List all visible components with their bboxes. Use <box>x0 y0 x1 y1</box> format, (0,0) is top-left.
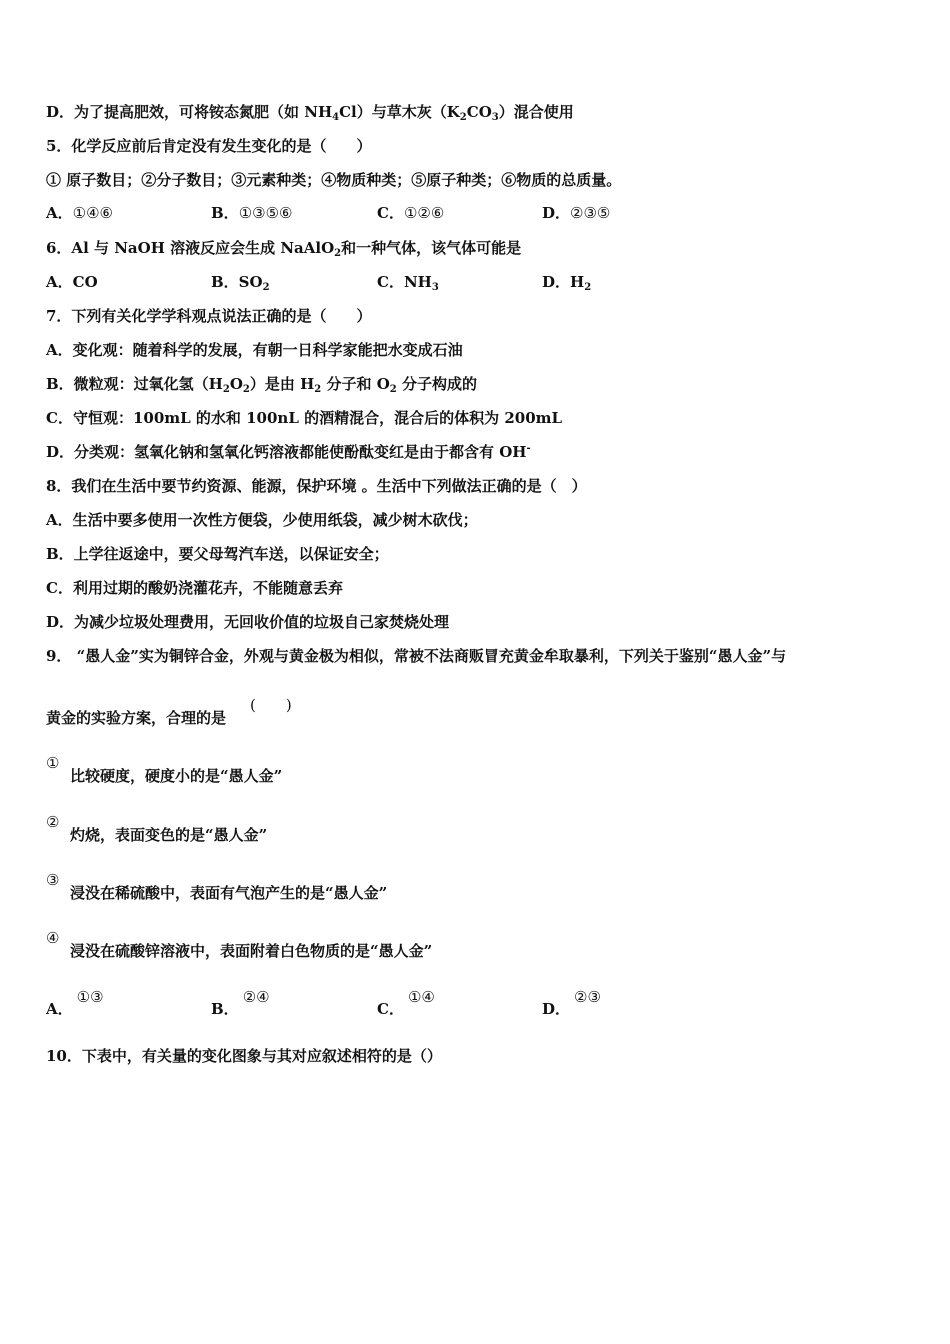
option-label: D． <box>542 204 571 222</box>
q6-stem-text: 和一种气体，该气体可能是 <box>341 239 522 257</box>
subscript: 2 <box>584 282 592 293</box>
q8-option-a[interactable]: A．生活中要多使用一次性方便袋，少使用纸袋，减少树木砍伐； <box>46 511 478 529</box>
q5-option-b[interactable] <box>211 203 292 223</box>
option-text: D．H <box>542 273 585 291</box>
q6-option-d[interactable] <box>542 272 591 292</box>
q4-d-text: CO <box>466 103 492 121</box>
option-text: 分子和 O <box>321 375 390 393</box>
q9-answer-paren: ( ) <box>250 696 292 714</box>
subscript: 2 <box>262 282 270 293</box>
q7-option-a[interactable]: A．变化观：随着科学的发展，有朝一日科学家能把水变成石油 <box>46 341 463 359</box>
q9-statement-3: 浸没在稀硫酸中，表面有气泡产生的是“愚人金” <box>70 884 388 902</box>
q9-statement-1: 比较硬度，硬度小的是“愚人金” <box>70 767 283 785</box>
q8-stem: 8．我们在生活中要节约资源、能源，保护环境 。生活中下列做法正确的是（ ） <box>46 477 587 495</box>
superscript: - <box>526 443 531 454</box>
option-label: B． <box>211 1000 239 1018</box>
q9-marker-4: ④ <box>46 929 60 947</box>
option-label: A． <box>46 1000 73 1018</box>
q6-option-c[interactable] <box>377 272 439 292</box>
option-text: D．分类观：氢氧化钠和氢氧化钙溶液都能使酚酞变红是由于都含有 OH <box>46 443 527 461</box>
option-value: ①④ <box>407 988 435 1006</box>
q8-option-b[interactable]: B．上学往返途中，要父母驾汽车送，以保证安全； <box>46 545 389 563</box>
option-text: O <box>229 375 243 393</box>
q7-option-d[interactable] <box>46 442 531 462</box>
q7-stem: 7．下列有关化学学科观点说法正确的是（ ） <box>46 307 372 325</box>
option-text: B．SO <box>211 273 263 291</box>
option-text: C．NH <box>377 273 432 291</box>
option-text: 分子构成的 <box>396 375 477 393</box>
option-value: ①③⑤⑥ <box>238 204 293 222</box>
q8-option-c[interactable]: C．利用过期的酸奶浇灌花卉，不能随意丢弃 <box>46 579 343 597</box>
q5-option-d[interactable] <box>542 203 610 223</box>
q5-stem: 5．化学反应前后肯定没有发生变化的是（ ） <box>46 137 372 155</box>
q10-stem: 10．下表中，有关量的变化图象与其对应叙述相符的是（） <box>46 1047 442 1065</box>
subscript: 2 <box>314 384 322 395</box>
q9-statement-4: 浸没在硫酸锌溶液中，表面附着白色物质的是“愚人金” <box>70 942 433 960</box>
subscript: 2 <box>242 384 250 395</box>
option-label: D． <box>542 1000 571 1018</box>
subscript: 2 <box>222 384 230 395</box>
q9-option-c[interactable] <box>377 988 435 1019</box>
q9-marker-3: ③ <box>46 871 60 889</box>
q6-stem <box>46 238 521 258</box>
subscript: 3 <box>491 112 499 123</box>
subscript: 2 <box>334 248 342 259</box>
subscript: 3 <box>431 282 439 293</box>
q7-option-b[interactable] <box>46 374 477 394</box>
option-text: ）是由 H <box>249 375 315 393</box>
option-value: ②③⑤ <box>570 204 611 222</box>
option-label: B． <box>211 204 239 222</box>
option-label: C． <box>377 204 404 222</box>
option-label: A． <box>46 204 73 222</box>
q9-statement-2: 灼烧，表面变色的是“愚人金” <box>70 826 268 844</box>
q5-items: ① 原子数目；②分子数目；③元素种类；④物质种类；⑤原子种类；⑥物质的总质量。 <box>46 171 622 189</box>
subscript: 4 <box>332 112 340 123</box>
option-value: ①③ <box>76 988 104 1006</box>
option-value: ②④ <box>242 988 270 1006</box>
q9-stem-line2: 黄金的实验方案，合理的是 <box>46 709 227 727</box>
q9-marker-2: ② <box>46 813 60 831</box>
q8-option-d[interactable]: D．为减少垃圾处理费用，无回收价值的垃圾自己家焚烧处理 <box>46 613 450 631</box>
subscript: 2 <box>389 384 397 395</box>
q4-d-text: D．为了提高肥效，可将铵态氮肥（如 NH <box>46 103 333 121</box>
q7-option-c[interactable]: C．守恒观：100mL 的水和 100nL 的酒精混合，混合后的体积为 200mL <box>46 409 563 427</box>
q9-marker-1: ① <box>46 754 60 772</box>
q5-option-a[interactable] <box>46 203 113 223</box>
subscript: 2 <box>459 112 467 123</box>
q9-option-b[interactable] <box>211 988 270 1019</box>
option-value: ①④⑥ <box>72 204 113 222</box>
q6-option-a[interactable]: A．CO <box>46 273 98 291</box>
q6-stem-text: 6．Al 与 NaOH 溶液反应会生成 NaAlO <box>46 239 335 257</box>
option-value: ①②⑥ <box>403 204 445 222</box>
option-value: ②③ <box>574 988 601 1006</box>
q4-d-text: ）混合使用 <box>498 103 574 121</box>
q4-d-text: Cl）与草木灰（K <box>339 103 460 121</box>
q5-option-c[interactable] <box>377 203 444 223</box>
option-label: C． <box>377 1000 404 1018</box>
q9-stem-line1: 9． “愚人金”实为铜锌合金，外观与黄金极为相似，常被不法商贩冒充黄金牟取暴利，下列关于鉴别“愚人金”与 <box>46 647 787 665</box>
option-text: B．微粒观：过氧化氢（H <box>46 375 223 393</box>
q6-option-b[interactable] <box>211 272 270 292</box>
q9-option-d[interactable] <box>542 988 601 1019</box>
q9-option-a[interactable] <box>46 988 104 1019</box>
q4-option-d <box>46 102 574 122</box>
